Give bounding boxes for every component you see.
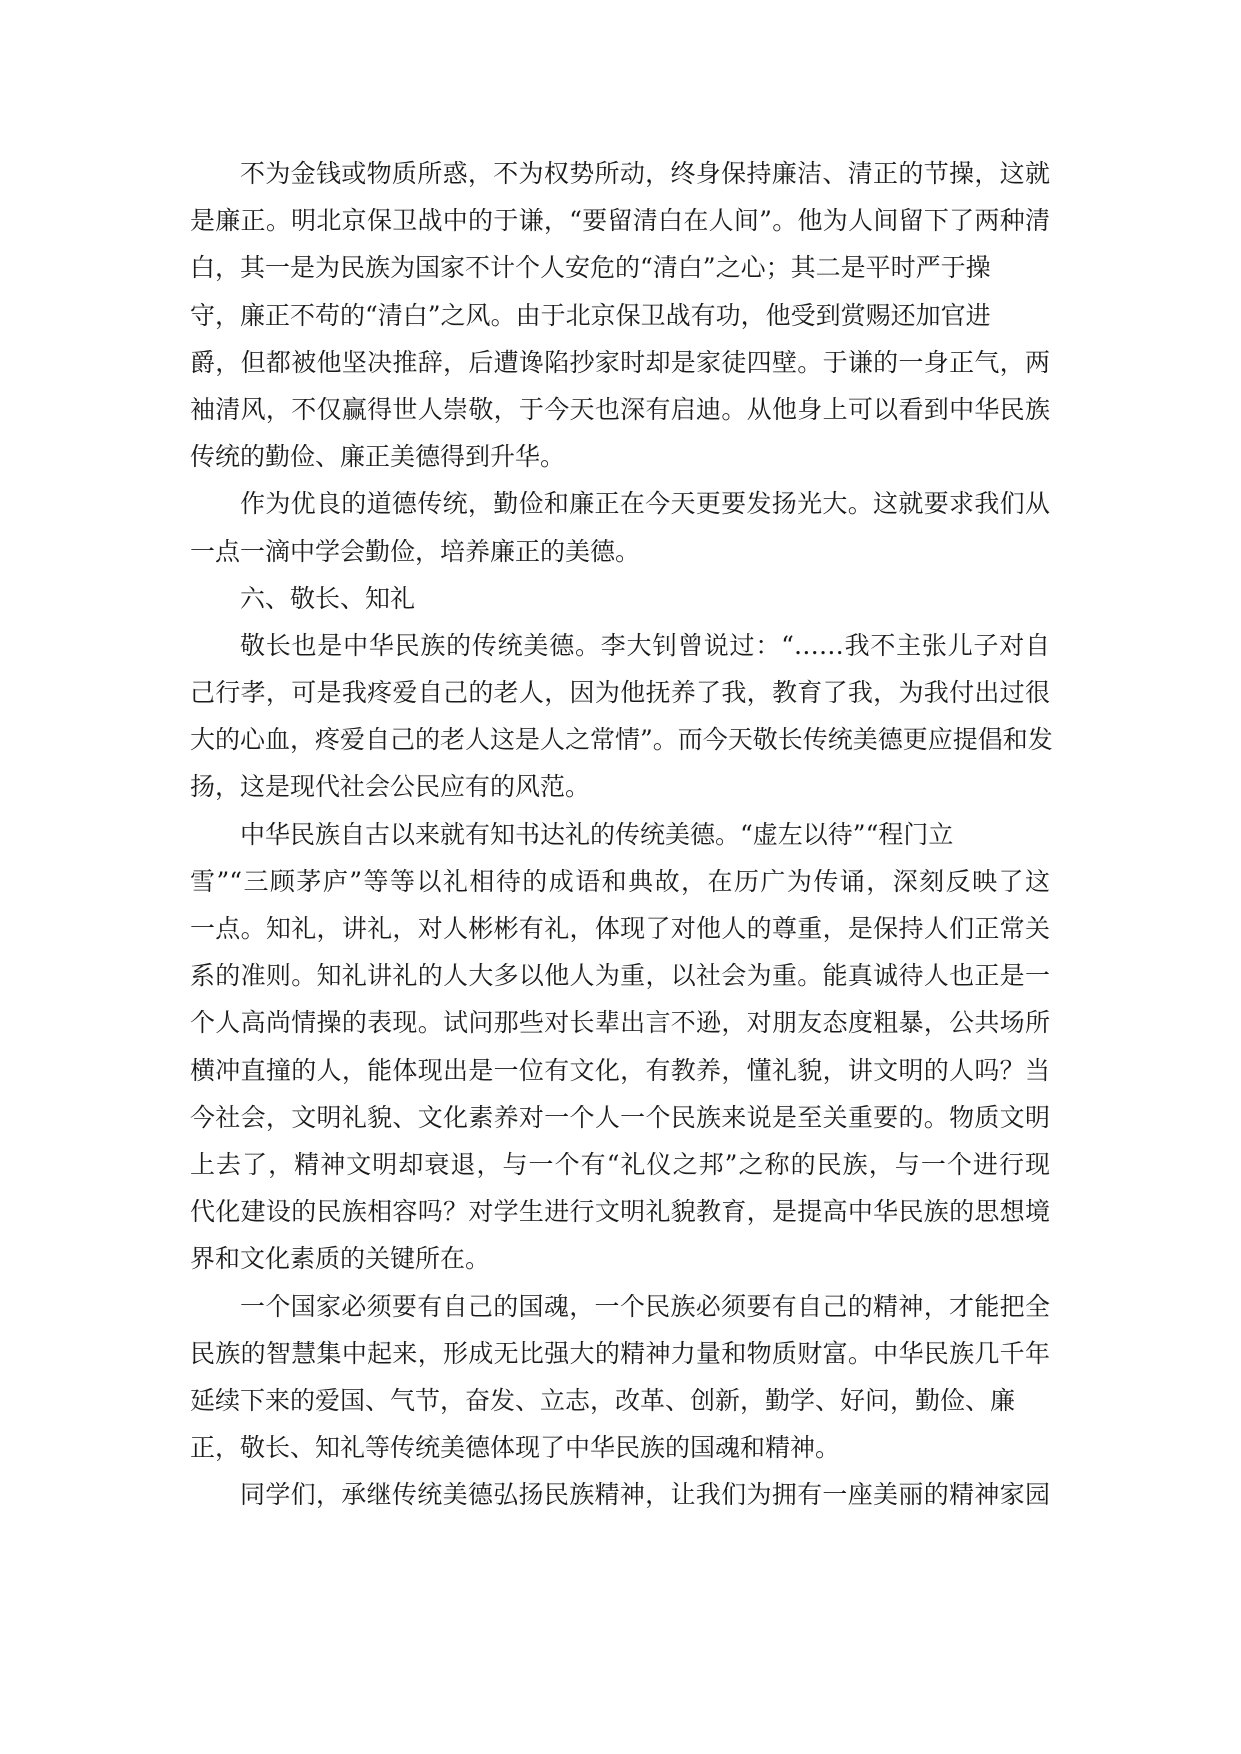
text-line: 界和文化素质的关键所在。 <box>190 1244 491 1274</box>
text-line: 延续下来的爱国、气节，奋发、立志，改革、创新，勤学、好问，勤俭、廉 <box>190 1385 1016 1415</box>
text-line: 传统的勤俭、廉正美德得到升华。 <box>190 442 566 472</box>
text-line: 一点一滴中学会勤俭，培养廉正的美德。 <box>190 536 641 566</box>
document-body <box>190 150 1053 1518</box>
text-line: 白，其一是为民族为国家不计个人安危的“清白”之心；其二是平时严于操 <box>190 253 991 283</box>
text-line: 敬长也是中华民族的传统美德。李大钊曾说过：“……我不主张儿子对自 <box>240 630 1050 660</box>
text-line: 上去了，精神文明却衰退，与一个有“礼仪之邦”之称的民族，与一个进行现 <box>190 1149 1050 1179</box>
text-line: 守，廉正不苟的“清白”之风。由于北京保卫战有功，他受到赏赐还加官进 <box>190 300 991 330</box>
text-line: 今社会，文明礼貌、文化素养对一个人一个民族来说是至关重要的。物质文明 <box>190 1102 1050 1132</box>
text-line: 系的准则。知礼讲礼的人大多以他人为重，以社会为重。能真诚待人也正是一 <box>190 961 1050 991</box>
text-line: 不为金钱或物质所惑，不为权势所动，终身保持廉洁、清正的节操，这就 <box>240 159 1050 188</box>
text-line: 六、敬长、知礼 <box>240 583 416 613</box>
text-line: 横冲直撞的人，能体现出是一位有文化，有教养，懂礼貌，讲文明的人吗？当 <box>190 1055 1050 1085</box>
text-line: 一个国家必须要有自己的国魂，一个民族必须要有自己的精神，才能把全 <box>240 1291 1050 1321</box>
text-line: 己行孝，可是我疼爱自己的老人，因为他抚养了我，教育了我，为我付出过很 <box>190 678 1050 708</box>
text-line: 作为优良的道德传统，勤俭和廉正在今天更要发扬光大。这就要求我们从 <box>240 489 1050 519</box>
text-line: 中华民族自古以来就有知书达礼的传统美德。“虚左以待”“程门立 <box>240 819 954 849</box>
text-line: 雪”“三顾茅庐”等等以礼相待的成语和典故，在历广为传诵，深刻反映了这 <box>190 866 1050 896</box>
text-line: 袖清风，不仅赢得世人崇敬，于今天也深有启迪。从他身上可以看到中华民族 <box>190 394 1050 424</box>
text-line: 同学们，承继传统美德弘扬民族精神，让我们为拥有一座美丽的精神家园 <box>240 1480 1050 1510</box>
text-line: 个人高尚情操的表现。试问那些对长辈出言不逊，对朋友态度粗暴，公共场所 <box>190 1008 1050 1038</box>
text-line: 是廉正。明北京保卫战中的于谦，“要留清白在人间”。他为人间留下了两种清 <box>190 206 1050 236</box>
text-line: 正，敬长、知礼等传统美德体现了中华民族的国魂和精神。 <box>190 1433 841 1463</box>
text-line: 大的心血，疼爱自己的老人这是人之常情”。而今天敬长传统美德更应提倡和发 <box>190 725 1053 755</box>
text-line: 民族的智慧集中起来，形成无比强大的精神力量和物质财富。中华民族几千年 <box>190 1338 1050 1368</box>
text-line: 代化建设的民族相容吗？对学生进行文明礼貌教育，是提高中华民族的思想境 <box>190 1197 1050 1227</box>
text-line: 扬，这是现代社会公民应有的风范。 <box>190 772 591 802</box>
text-line: 一点。知礼，讲礼，对人彬彬有礼，体现了对他人的尊重，是保持人们正常关 <box>190 914 1050 943</box>
text-line: 爵，但都被他坚决推辞，后遭谗陷抄家时却是家徒四壁。于谦的一身正气，两 <box>190 347 1050 377</box>
